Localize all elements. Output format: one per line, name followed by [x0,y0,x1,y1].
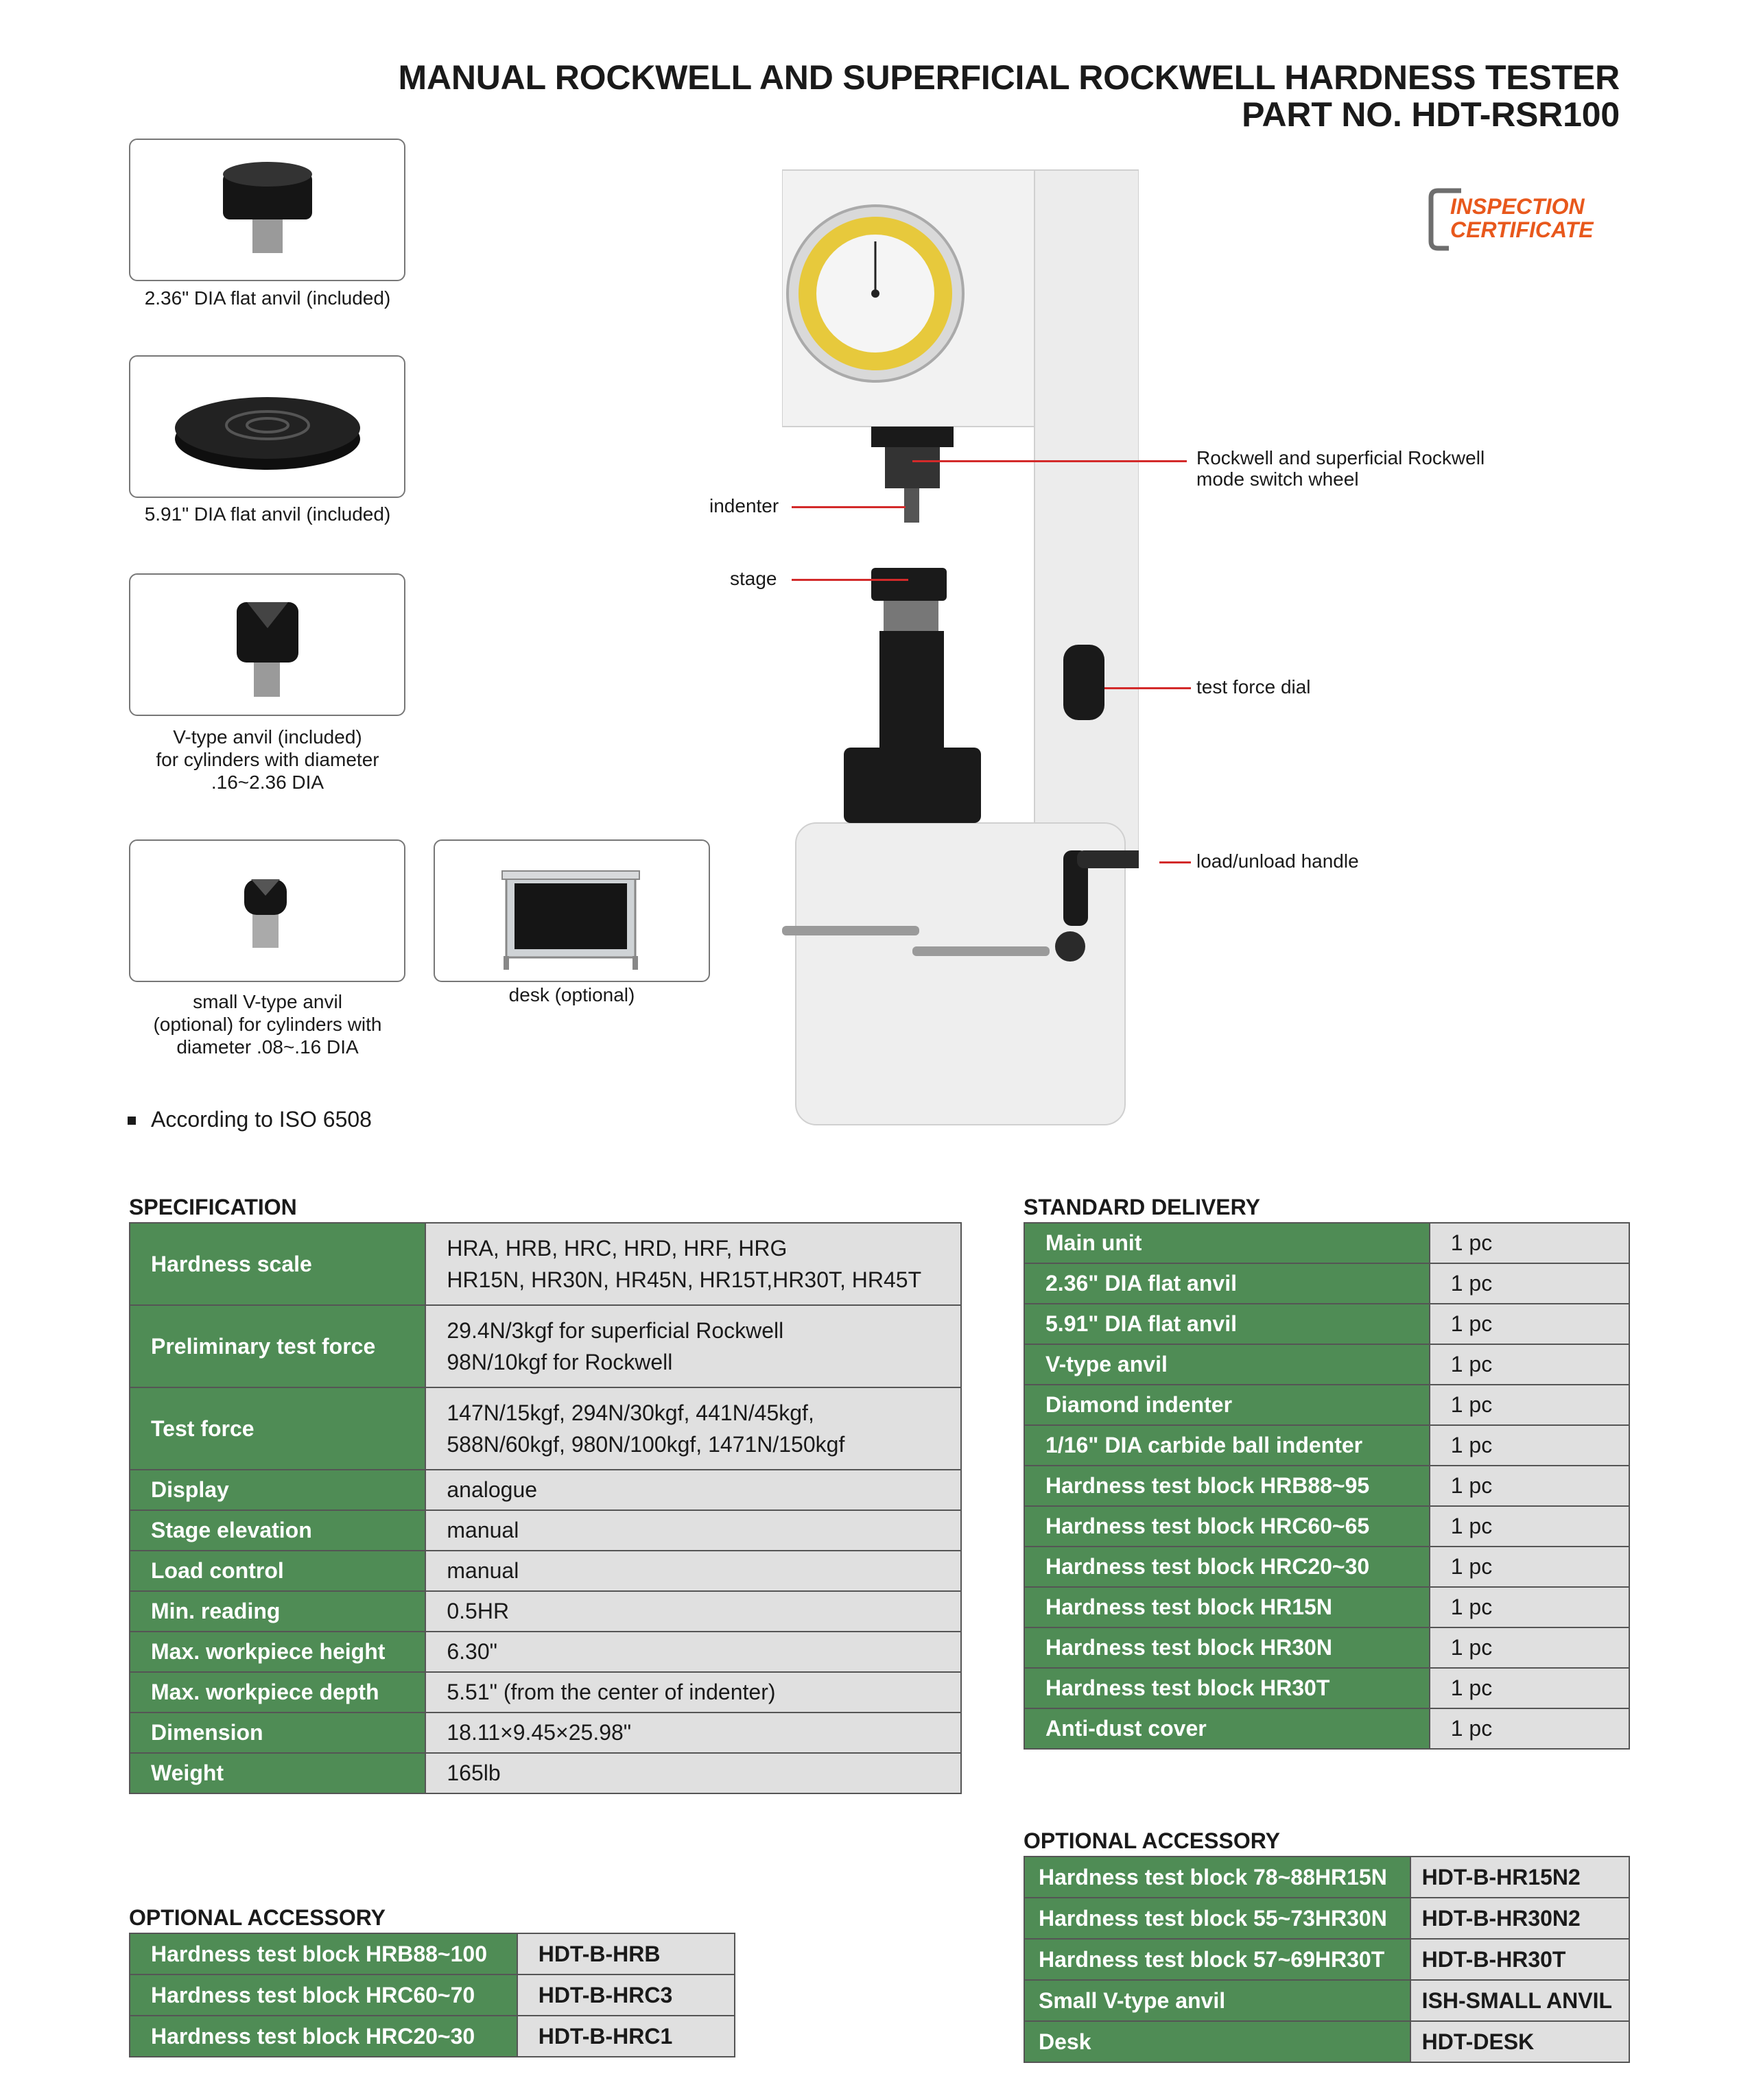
v-type-anvil-image [129,573,405,716]
callout-mode-switch: Rockwell and superficial Rockwell mode switch wheel [1196,447,1485,490]
callout-load-unload: load/unload handle [1196,850,1359,872]
spec-value: analogue [425,1470,961,1510]
caption-desk: desk (optional) [508,984,635,1005]
spec-key: Test force [130,1387,425,1470]
table-row [1024,1304,1629,1344]
certificate-line1: INSPECTION [1450,194,1585,219]
table-row [1024,1385,1629,1425]
callout-line-stage [792,579,908,581]
callout-stage: stage [730,568,777,589]
spec-value: manual [425,1551,961,1591]
accessory-part-no: HDT-B-HRB [517,1933,735,1974]
inspection-certificate-logo [1427,187,1626,252]
table-row [1024,1466,1629,1506]
optional-accessory-right-title: OPTIONAL ACCESSORY [1024,1828,1280,1853]
table-row [130,1713,961,1753]
spec-value: 5.51" (from the center of indenter) [425,1672,961,1713]
standard-delivery-title: STANDARD DELIVERY [1024,1195,1260,1219]
hardness-tester-image [782,165,1139,1138]
delivery-item: Anti-dust cover [1024,1708,1430,1749]
accessory-part-no: ISH-SMALL ANVIL [1410,1980,1629,2021]
accessory-part-no: HDT-B-HRC3 [517,1974,735,2016]
delivery-qty: 1 pc [1430,1627,1629,1668]
spec-value: 0.5HR [425,1591,961,1632]
delivery-qty: 1 pc [1430,1506,1629,1547]
delivery-item: 5.91" DIA flat anvil [1024,1304,1430,1344]
part-number: PART NO. HDT-RSR100 [1242,95,1620,134]
accessory-part-no: HDT-B-HRC1 [517,2016,735,2057]
table-row [1024,1857,1629,1898]
delivery-item: Hardness test block HR30N [1024,1627,1430,1668]
spec-value: 6.30" [425,1632,961,1672]
delivery-qty: 1 pc [1430,1223,1629,1263]
table-row [1024,1344,1629,1385]
callout-line-load-unload [1159,861,1191,863]
delivery-qty: 1 pc [1430,1385,1629,1425]
accessory-item: Hardness test block 55~73HR30N [1024,1898,1410,1939]
table-row [130,1591,961,1632]
flat-anvil-large-image [129,355,405,498]
table-row [1024,1980,1629,2021]
table-row [130,1753,961,1793]
delivery-item: Hardness test block HRB88~95 [1024,1466,1430,1506]
spec-value: 147N/15kgf, 294N/30kgf, 441N/45kgf, 588N/60kgf, 980N/100kgf, 1471N/150kgf [425,1387,961,1470]
table-row [1024,1939,1629,1980]
delivery-qty: 1 pc [1430,1344,1629,1385]
callout-indenter: indenter [709,495,779,516]
caption-small-v-type-anvil: small V-type anvil (optional) for cylinders with diameter .08~.16 DIA [153,991,382,1058]
delivery-item: Diamond indenter [1024,1385,1430,1425]
accessory-item: Hardness test block HRC60~70 [130,1974,517,2016]
accessory-item: Small V-type anvil [1024,1980,1410,2021]
spec-key: Preliminary test force [130,1305,425,1387]
delivery-qty: 1 pc [1430,1466,1629,1506]
accessory-item: Hardness test block 78~88HR15N [1024,1857,1410,1898]
accessory-item: Hardness test block 57~69HR30T [1024,1939,1410,1980]
table-row [1024,1223,1629,1263]
certificate-line2: CERTIFICATE [1450,217,1594,242]
table-row [1024,1587,1629,1627]
delivery-item: Hardness test block HR30T [1024,1668,1430,1708]
spec-key: Hardness scale [130,1223,425,1305]
table-row [130,1387,961,1470]
table-row [130,1551,961,1591]
caption-flat-anvil-large: 5.91" DIA flat anvil (included) [144,503,391,525]
caption-flat-anvil-small: 2.36" DIA flat anvil (included) [144,287,391,309]
accessory-part-no: HDT-B-HR15N2 [1410,1857,1629,1898]
delivery-qty: 1 pc [1430,1304,1629,1344]
table-row [130,1305,961,1387]
table-row [1024,1898,1629,1939]
spec-key: Max. workpiece depth [130,1672,425,1713]
delivery-qty: 1 pc [1430,1708,1629,1749]
spec-key: Display [130,1470,425,1510]
table-row [1024,1668,1629,1708]
accessory-item: Hardness test block HRC20~30 [130,2016,517,2057]
callout-line-test-force-dial [1104,687,1191,689]
spec-key: Min. reading [130,1591,425,1632]
table-row [1024,2021,1629,2062]
page-title: MANUAL ROCKWELL AND SUPERFICIAL ROCKWELL HARDNESS TESTER [398,58,1620,97]
delivery-item: Hardness test block HRC20~30 [1024,1547,1430,1587]
table-row [1024,1506,1629,1547]
flat-anvil-small-image [129,139,405,281]
desk-image [434,839,710,982]
table-row [1024,1263,1629,1304]
delivery-qty: 1 pc [1430,1425,1629,1466]
spec-key: Load control [130,1551,425,1591]
specification-table [129,1222,962,1794]
delivery-item: 2.36" DIA flat anvil [1024,1263,1430,1304]
callout-test-force-dial: test force dial [1196,676,1311,697]
bullet-icon [128,1117,136,1125]
delivery-item: Hardness test block HR15N [1024,1587,1430,1627]
accessory-item: Desk [1024,2021,1410,2062]
delivery-item: Hardness test block HRC60~65 [1024,1506,1430,1547]
accessory-part-no: HDT-B-HR30T [1410,1939,1629,1980]
caption-v-type-anvil: V-type anvil (included) for cylinders with diameter .16~2.36 DIA [156,726,379,793]
standard-delivery-table [1024,1222,1630,1750]
table-row [1024,1547,1629,1587]
table-row [1024,1425,1629,1466]
table-row [130,1632,961,1672]
iso-note: According to ISO 6508 [151,1107,372,1132]
spec-key: Weight [130,1753,425,1793]
specification-title: SPECIFICATION [129,1195,297,1219]
delivery-qty: 1 pc [1430,1668,1629,1708]
accessory-item: Hardness test block HRB88~100 [130,1933,517,1974]
callout-line-mode-switch [912,460,1187,462]
spec-value: 29.4N/3kgf for superficial Rockwell 98N/10kgf for Rockwell [425,1305,961,1387]
spec-key: Dimension [130,1713,425,1753]
callout-line-indenter [792,506,906,508]
spec-value: 18.11×9.45×25.98" [425,1713,961,1753]
spec-value: manual [425,1510,961,1551]
table-row [130,2016,735,2057]
delivery-qty: 1 pc [1430,1547,1629,1587]
delivery-item: V-type anvil [1024,1344,1430,1385]
optional-accessory-left-table [129,1933,735,2057]
delivery-qty: 1 pc [1430,1263,1629,1304]
optional-accessory-right-table [1024,1856,1630,2063]
delivery-item: 1/16" DIA carbide ball indenter [1024,1425,1430,1466]
accessory-part-no: HDT-DESK [1410,2021,1629,2062]
table-row [130,1223,961,1305]
table-row [1024,1627,1629,1668]
spec-value: 165lb [425,1753,961,1793]
table-row [1024,1708,1629,1749]
table-row [130,1974,735,2016]
spec-key: Max. workpiece height [130,1632,425,1672]
table-row [130,1470,961,1510]
delivery-item: Main unit [1024,1223,1430,1263]
table-row [130,1672,961,1713]
optional-accessory-left-title: OPTIONAL ACCESSORY [129,1905,386,1930]
small-v-type-anvil-image [129,839,405,982]
table-row [130,1510,961,1551]
spec-key: Stage elevation [130,1510,425,1551]
table-row [130,1933,735,1974]
delivery-qty: 1 pc [1430,1587,1629,1627]
spec-value: HRA, HRB, HRC, HRD, HRF, HRG HR15N, HR30N, HR45N, HR15T,HR30T, HR45T [425,1223,961,1305]
accessory-part-no: HDT-B-HR30N2 [1410,1898,1629,1939]
